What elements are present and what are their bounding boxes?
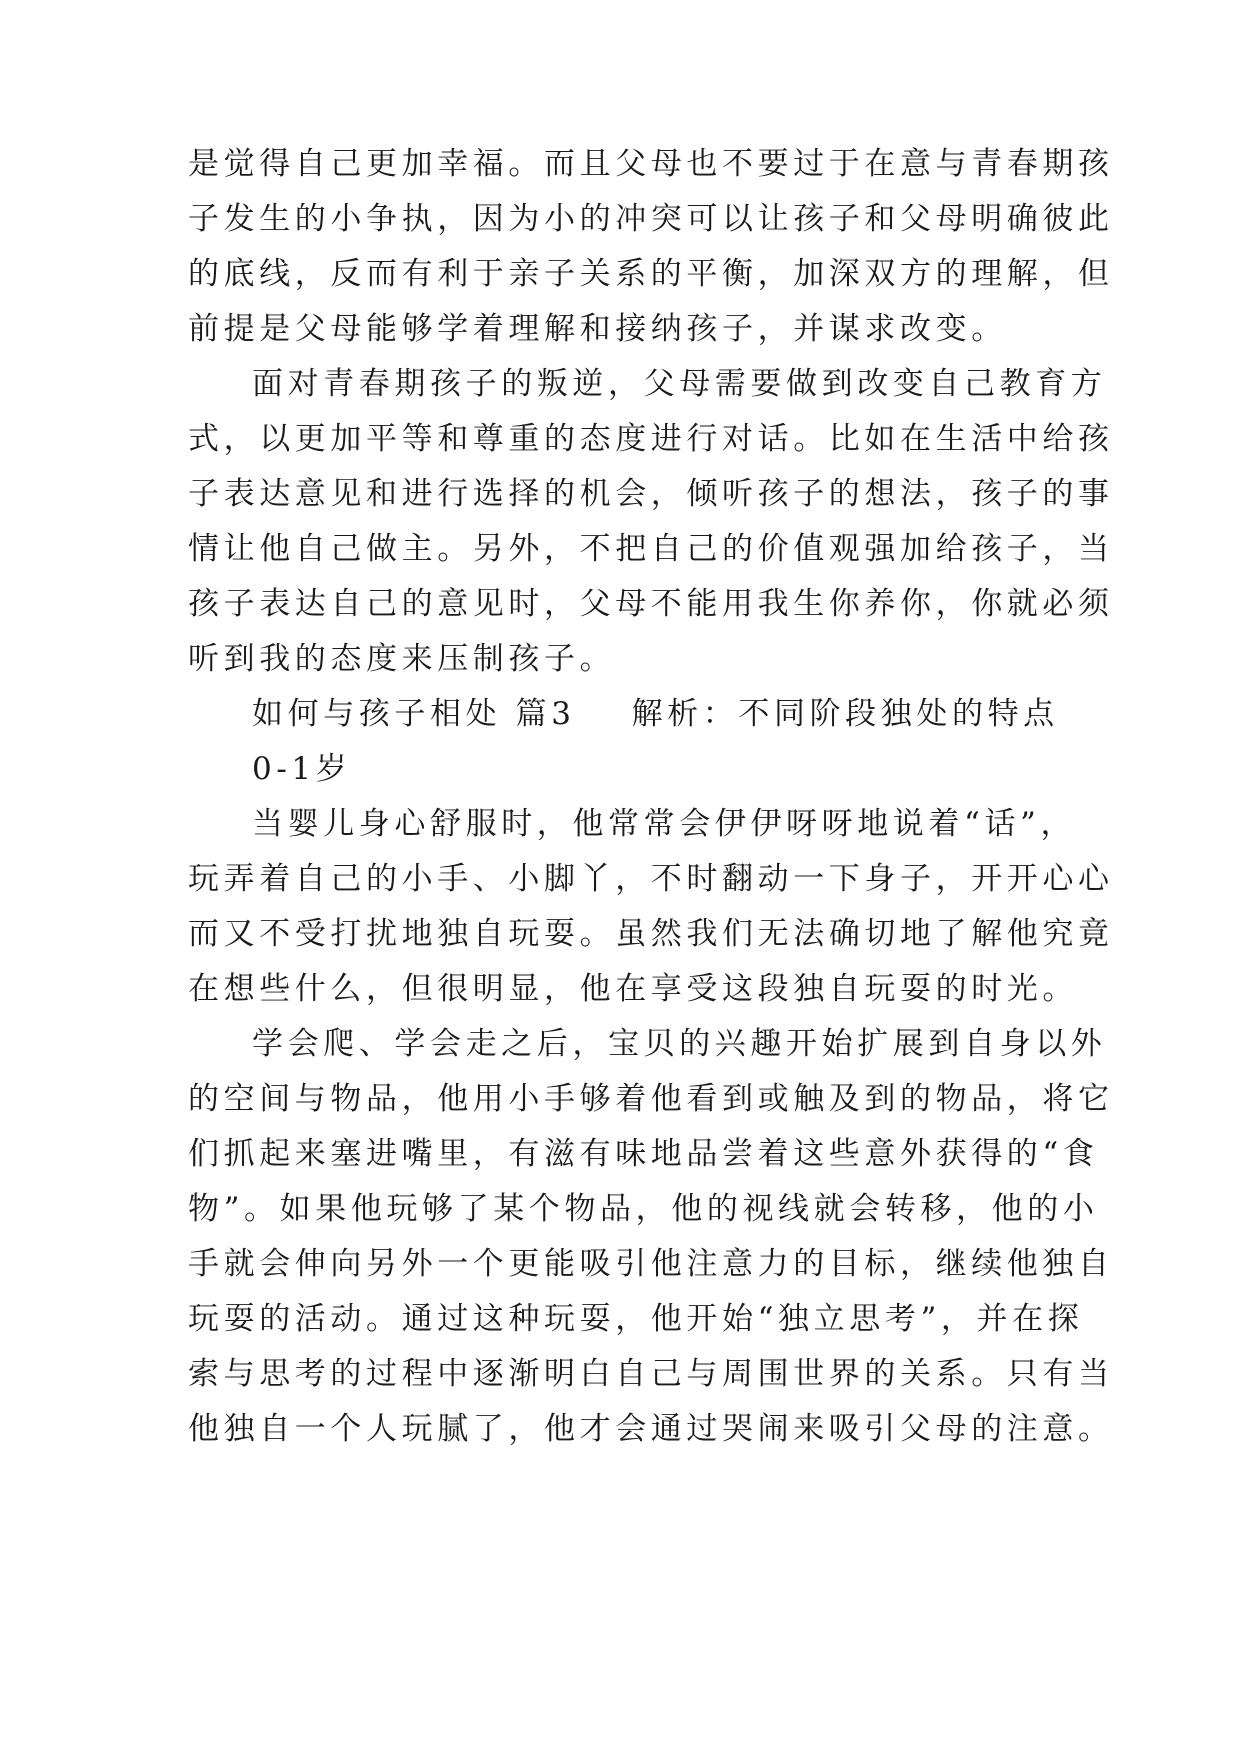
paragraph-2-line-6: 听到我的态度来压制孩子。 [188, 641, 616, 677]
paragraph-4-line-6: 玩耍的活动。通过这种玩耍，他开始“独立思考”，并在探 [188, 1301, 1084, 1337]
paragraph-1-line-2: 子发生的小争执，因为小的冲突可以让孩子和父母明确彼此 [188, 201, 1114, 237]
paragraph-1-line-3: 的底线，反而有利于亲子关系的平衡，加深双方的理解，但 [188, 256, 1114, 292]
paragraph-2-line-4: 情让他自己做主。另外，不把自己的价值观强加给孩子，当 [188, 531, 1114, 567]
paragraph-4-line-3: 们抓起来塞进嘴里，有滋有味地品尝着这些意外获得的“食 [188, 1136, 1099, 1172]
paragraph-3-line-4: 在想些什么，但很明显，他在享受这段独自玩耍的时光。 [188, 971, 1078, 1007]
section-heading-title: 如何与孩子相处 篇3 [252, 696, 576, 732]
paragraph-2-line-3: 子表达意见和进行选择的机会，倾听孩子的想法，孩子的事 [188, 476, 1114, 512]
age-label: 0-1岁 [252, 751, 352, 787]
paragraph-3-line-2: 玩弄着自己的小手、小脚丫，不时翻动一下身子，开开心心 [188, 861, 1114, 897]
paragraph-1-line-1: 是觉得自己更加幸福。而且父母也不要过于在意与青春期孩 [188, 146, 1114, 182]
paragraph-3-line-1: 当婴儿身心舒服时，他常常会伊伊呀呀地说着“话”， [252, 806, 1077, 842]
paragraph-1-line-4: 前提是父母能够学着理解和接纳孩子，并谋求改变。 [188, 311, 1007, 347]
paragraph-4-line-1: 学会爬、学会走之后，宝贝的兴趣开始扩展到自身以外 [252, 1026, 1107, 1062]
paragraph-4-line-4: 物”。如果他玩够了某个物品，他的视线就会转移，他的小 [188, 1191, 1099, 1227]
section-heading [0, 692, 1241, 736]
paragraph-3-line-3: 而又不受打扰地独自玩耍。虽然我们无法确切地了解他究竟 [188, 916, 1114, 952]
paragraph-4-line-8: 他独自一个人玩腻了，他才会通过哭闹来吸引父母的注意。 [188, 1411, 1114, 1447]
paragraph-2-line-1: 面对青春期孩子的叛逆，父母需要做到改变自己教育方 [252, 366, 1107, 402]
paragraph-4-line-7: 索与思考的过程中逐渐明白自己与周围世界的关系。只有当 [188, 1356, 1114, 1392]
paragraph-4-line-5: 手就会伸向另外一个更能吸引他注意力的目标，继续他独自 [188, 1246, 1114, 1282]
section-heading-subtitle: 解析：不同阶段独处的特点 [631, 696, 1059, 732]
paragraph-2-line-2: 式，以更加平等和尊重的态度进行对话。比如在生活中给孩 [188, 421, 1114, 457]
paragraph-4-line-2: 的空间与物品，他用小手够着他看到或触及到的物品，将它 [188, 1081, 1114, 1117]
paragraph-2-line-5: 孩子表达自己的意见时，父母不能用我生你养你，你就必须 [188, 586, 1114, 622]
